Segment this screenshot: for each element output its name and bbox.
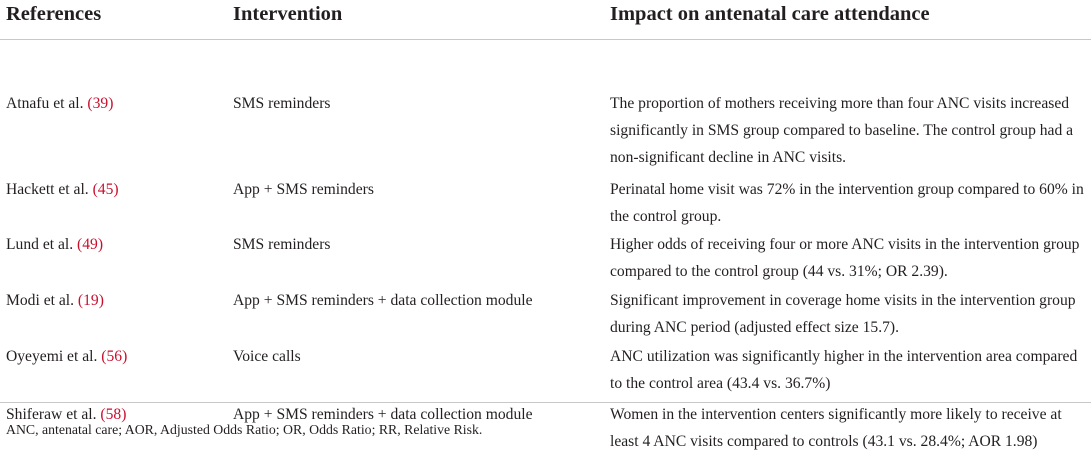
intervention-cell: Voice calls bbox=[233, 348, 301, 365]
impact-cell: The proportion of mothers receiving more than four ANC visits increased significantly in SMS group compared to baseline. The control group had a non-significant decline in ANC visits. bbox=[610, 95, 1074, 166]
author-name: Modi et al. bbox=[6, 292, 74, 309]
header-impact: Impact on antenatal care attendance bbox=[610, 3, 930, 25]
author-name: Lund et al. bbox=[6, 236, 74, 253]
citation-link[interactable]: (45) bbox=[92, 181, 119, 198]
impact-cell: Significant improvement in coverage home visits in the intervention group during ANC period (adjusted effect size 15.7). bbox=[610, 292, 1076, 336]
table-header bbox=[0, 0, 1091, 40]
reference-cell bbox=[6, 176, 119, 203]
author-name: Atnafu et al. bbox=[6, 95, 84, 112]
impact-cell: Higher odds of receiving four or more ANC visits in the intervention group compared to the control group (44 vs. 31%; OR 2.39). bbox=[610, 236, 1080, 280]
intervention-cell: App + SMS reminders + data collection module bbox=[233, 406, 533, 423]
author-name: Shiferaw et al. bbox=[6, 406, 97, 423]
header-intervention: Intervention bbox=[233, 3, 343, 25]
reference-cell bbox=[6, 343, 127, 370]
citation-link[interactable]: (39) bbox=[87, 95, 114, 112]
impact-cell: Women in the intervention centers significantly more likely to receive at least 4 ANC visits compared to controls (43.1 vs. 28.4%; AOR 1.98) bbox=[610, 406, 1062, 450]
reference-cell bbox=[6, 287, 104, 314]
impact-cell: ANC utilization was significantly higher in the intervention area compared to the control area (43.4 vs. 36.7%) bbox=[610, 348, 1078, 392]
intervention-cell: SMS reminders bbox=[233, 236, 331, 253]
intervention-cell: App + SMS reminders + data collection module bbox=[233, 292, 533, 309]
intervention-cell: App + SMS reminders bbox=[233, 181, 374, 198]
intervention-cell: SMS reminders bbox=[233, 95, 331, 112]
reference-cell bbox=[6, 231, 103, 258]
impact-cell: Perinatal home visit was 72% in the intervention group compared to 60% in the control group. bbox=[610, 181, 1084, 225]
citation-link[interactable]: (58) bbox=[100, 406, 127, 423]
citation-link[interactable]: (49) bbox=[77, 236, 104, 253]
author-name: Hackett et al. bbox=[6, 181, 89, 198]
author-name: Oyeyemi et al. bbox=[6, 348, 98, 365]
table-footnote: ANC, antenatal care; AOR, Adjusted Odds Ratio; OR, Odds Ratio; RR, Relative Risk. bbox=[6, 422, 483, 437]
citation-link[interactable]: (19) bbox=[77, 292, 104, 309]
reference-cell bbox=[6, 90, 113, 117]
table-bottom-rule bbox=[0, 402, 1091, 403]
header-references: References bbox=[6, 3, 102, 25]
citation-link[interactable]: (56) bbox=[101, 348, 128, 365]
